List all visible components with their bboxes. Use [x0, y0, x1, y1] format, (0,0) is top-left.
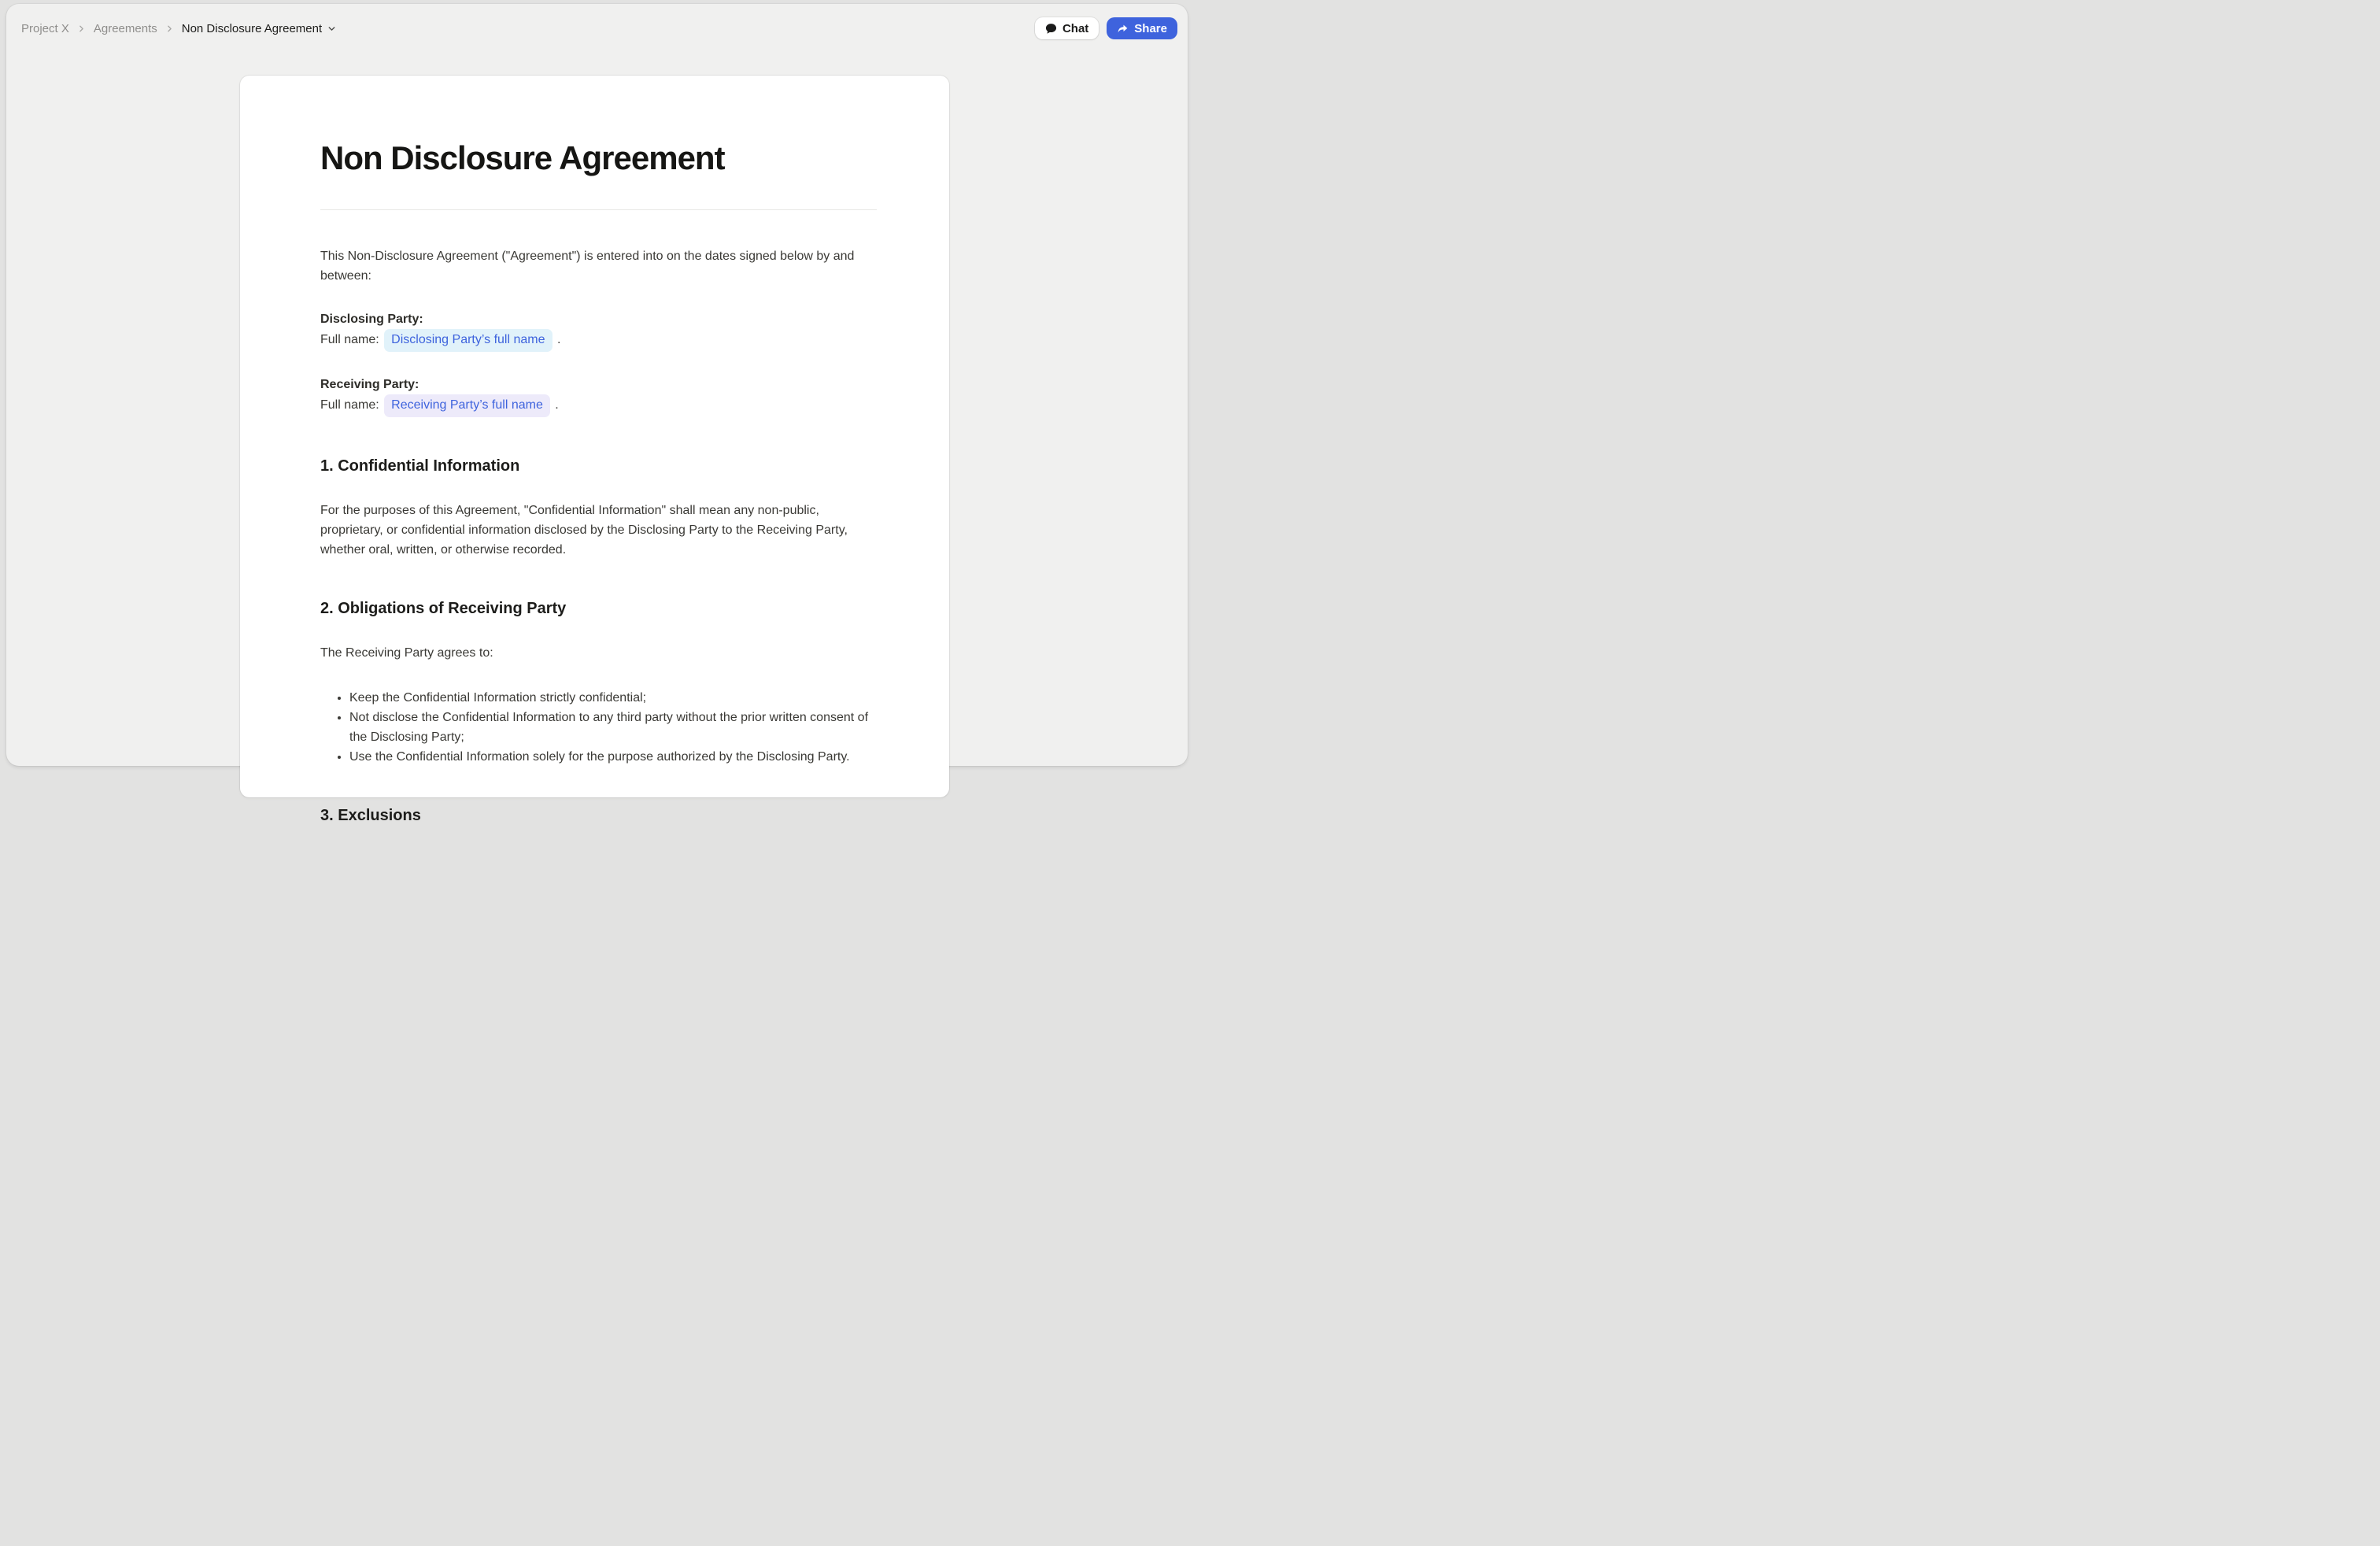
receiving-full-name-label: Full name: [320, 398, 379, 412]
document-card [240, 76, 949, 824]
list-item[interactable]: • Keep the Confidential Information strictly confidential; [349, 688, 877, 708]
section-2-heading[interactable]: 2. Obligations of Receiving Party [320, 600, 567, 617]
breadcrumb-item-agreements[interactable]: Agreements [93, 21, 157, 35]
breadcrumb-item-project-x[interactable]: Project X [21, 21, 69, 35]
breadcrumb-item-current-page[interactable] [182, 22, 337, 35]
disclosing-line-period: . [556, 333, 561, 346]
breadcrumb [21, 22, 337, 35]
section-confidential-information [320, 456, 877, 560]
disclosing-party-block [320, 309, 877, 352]
receiving-party-block [320, 375, 877, 417]
section-1-heading[interactable]: 1. Confidential Information [320, 457, 520, 475]
section-2-paragraph[interactable]: The Receiving Party agrees to: [320, 646, 493, 660]
section-3-heading[interactable]: 3. Exclusions [320, 807, 421, 824]
disclosing-full-name-label: Full name: [320, 333, 379, 346]
app-panel [6, 4, 1188, 824]
chevron-down-icon[interactable] [327, 24, 337, 34]
obligations-list [320, 688, 877, 767]
receiving-line-period: . [555, 398, 559, 412]
share-arrow-icon [1117, 23, 1129, 35]
section-1-paragraph[interactable]: For the purposes of this Agreement, "Confidential Information" shall mean any non-public, proprietary, or confidential information disclosed by the Disclosing Party to the Receiving Party, whether oral, written, or otherwise recorded. [320, 504, 848, 557]
chat-button[interactable] [1035, 17, 1099, 39]
chevron-right-icon [164, 24, 175, 34]
document-body[interactable] [240, 76, 949, 882]
section-exclusions [320, 805, 877, 827]
share-button-label: Share [1134, 21, 1167, 35]
share-button[interactable] [1107, 17, 1177, 39]
top-bar [6, 4, 1188, 53]
document-title[interactable]: Non Disclosure Agreement [320, 139, 725, 176]
disclosing-party-name-field[interactable]: Disclosing Party’s full name [384, 329, 552, 352]
list-item[interactable]: • Not disclose the Confidential Information to any third party without the prior written consent of the Disclosing Party; [349, 708, 877, 747]
current-page-title: Non Disclosure Agreement [181, 21, 323, 35]
title-divider [320, 209, 877, 210]
section-obligations [320, 598, 877, 767]
receiving-party-label: Receiving Party: [320, 378, 419, 391]
list-item[interactable]: • Use the Confidential Information solely for the purpose authorized by the Disclosing Party. [349, 747, 877, 767]
chevron-right-icon [76, 24, 87, 34]
intro-paragraph[interactable]: This Non-Disclosure Agreement ("Agreement") is entered into on the dates signed below by and between: [320, 250, 855, 283]
header-actions [1035, 17, 1177, 39]
receiving-party-name-field[interactable]: Receiving Party’s full name [384, 394, 550, 417]
chat-button-label: Chat [1062, 21, 1089, 35]
disclosing-party-label: Disclosing Party: [320, 313, 423, 326]
chat-bubble-icon [1045, 23, 1057, 35]
